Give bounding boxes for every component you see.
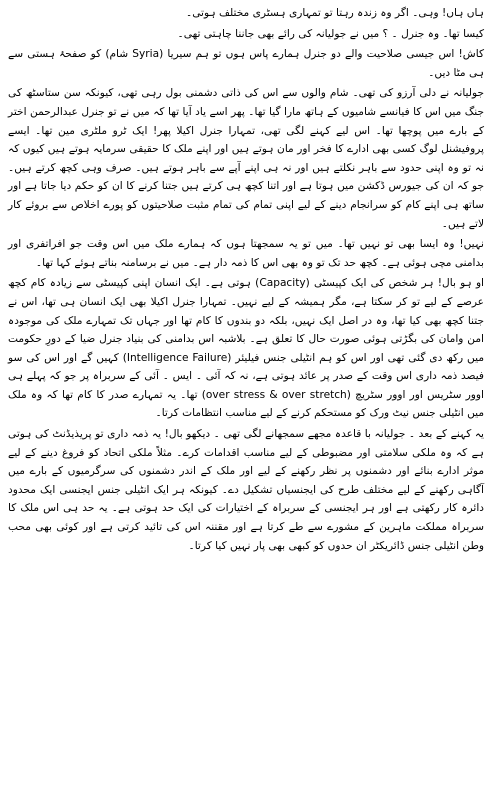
paragraph-5: نہیں! وہ ایسا بھی تو نہیں تھا۔ میں تو یہ سمجھتا ہوں کہ ہمارے ملک میں اس وقت جو افراتفری اور بدامنی مچی ہوئی ہے۔ کچھ حد تک تو وہ بھی اس کا ذمہ دار ہے۔ میں نے برسامنہ بناتے ہوئے کہا تھا۔ bbox=[8, 238, 484, 269]
paragraph-3: کاش! اس جیسی صلاحیت والے دو جنرل ہمارے پاس ہوں تو ہم سیریا (Syria شام) کو صفحۂ ہستی سے ہی مٹا دیں۔ bbox=[8, 48, 484, 79]
paragraph-1: ہاں ہاں! وہی۔ اگر وہ زندہ رہتا تو تمہاری ہسٹری مختلف ہوتی۔ bbox=[186, 7, 484, 19]
paragraph-7: یہ کہنے کے بعد ۔ جولیانہ با قاعدہ مجھے سمجھانے لگی تھی ۔ دیکھو بال! یہ ذمہ داری تو پریذیڈنٹ کی ہوتی ہے کہ وہ ملکی سلامتی اور مضبوطی کے لیے مناسب اقدامات کرے۔ مثلاً ملکی اتحاد کو فروغ دینے کے لیے موثر ادارے بنائے اور دشمنوں پر نظر رکھنے کے لیے اور ملک کے اندر دشمنوں کی سرگرمیوں کے بارے میں آگاہی رکھنے کے لیے مختلف طرح کی ایجنسیاں تشکیل دے۔ کیونکہ ہر ایک انٹیلی جنس ایجنسی ایک محدود دائرہ کار رکھتی ہے اور ہر ایجنسی کے سربراہ کے اختیارات کی ایک حد ہوتی ہے۔ یہ حد ہی اس ملک کا سربراہ مملکت ماہرین کے مشورے سے طے کرتا ہے اور مقننہ اس کی تائید کرتی ہے اور کوئی بھی محب وطن انٹیلی جنس ڈائریکٹر ان حدوں کو کبھی بھی پار نہیں کیا کرتا۔ bbox=[8, 428, 484, 552]
paragraph-4: جولیانہ نے دلی آرزو کی تھی۔ شام والوں سے اس کی ذاتی دشمنی بول رہی تھی، کیونکہ سن ستاسٹھ کی جنگ میں اس کا فیانسے شامیوں کے ہاتھ مارا گیا تھا۔ پھر اسے یاد آیا تھا کہ میں نے تو جنرل عبدالرحمن اختر کے بارے میں پوچھا تھا۔ اس لیے کہنے لگی تھی، تمہارا جنرل اکیلا پھر! ایک ٹرو ملٹری مین تھا۔ ایسے پروفیشنل لوگ کسی بھی ادارے کا فخر اور مان ہوتے ہیں اور اپنے ملک کا حقیقی سرمایہ ہوتے ہیں کیوں کہ نہ تو وہ اپنی حدود سے باہر نکلتے ہیں اور نہ ہی اپنے آپے سے باہر ہوتے ہیں۔ صرف وہی کچھ کرتے ہیں۔ جو کہ ان کی جیورس ڈکشن میں ہوتا ہے اور اتنا کچھ ہی کرتے ہیں جتنا کرنے کا ان کو حکم دیا جاتا ہے اور ساتھ ہی اپنے کام کو سرانجام دینے کے لیے اپنی تمام کی تمام مثبت صلاحیتوں کو پورے اخلاص سے بروئے کار لاتے ہیں۔ bbox=[8, 87, 484, 230]
paragraph-6: او ہو بال! ہر شخص کی ایک کپیسٹی (Capacity) ہوتی ہے۔ ایک انسان اپنی کپیسٹی سے زیادہ کام کچھ عرصے کے لیے تو کر سکتا ہے، مگر ہمیشہ کے لیے نہیں۔ تمہارا جنرل اکیلا بھی ایک انسان ہی تھا، اس نے جتنا کچھ بھی کیا تھا، وہ در اصل ایک نہیں، بلکہ دو بندوں کا کام تھا اور جہاں تک تمہارے ملک کی موجودہ امن وامان کی بگڑتی ہوئی صورت حال کا تعلق ہے۔ بلاشبہ اس بدامنی کی بنیاد جنرل ضیا کے دورِ حکومت میں رکھ دی گئی تھی اور اس کو ہم انٹیلی جنس فیلیئر (Intelligence Failure) کہیں گے اور اس کی سو فیصد ذمہ داری اس وقت کے صدر پر عائد ہوتی ہے، نہ کہ آئی ۔ ایس ۔ آئی کے سربراہ پر جو کہ پہلے ہی اوور سٹریس اور اوور سٹریچ (over stress & over stretch) تھا۔ یہ تمہارے صدر کا کام تھا کہ وہ ملک میں انٹیلی جنس نیٹ ورک کو مستحکم کرنے کے لیے مناسب انتظامات کرتا۔ bbox=[8, 277, 484, 420]
paragraph-2: کیسا تھا۔ وہ جنرل ۔ ؟ میں نے جولیانہ کی رائے بھی جاننا چاہتی تھی۔ bbox=[177, 27, 484, 40]
